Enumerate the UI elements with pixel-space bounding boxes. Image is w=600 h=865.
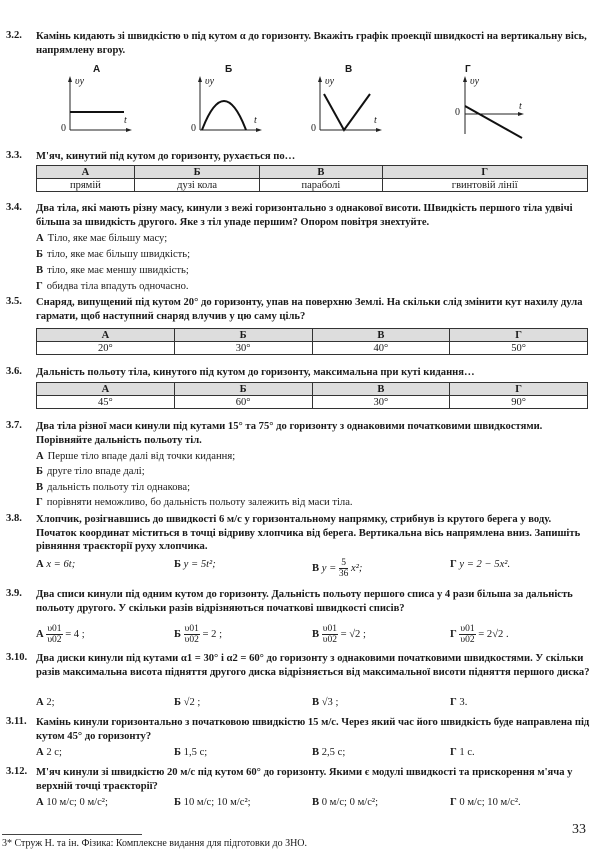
axis-x-label-d: t (519, 101, 522, 112)
option-letter: В (312, 697, 320, 708)
question-text: Два тіла різної маси кинули під кутами 15° та 75° до горизонту з однаковими початковими швидкостями. Порівняйте дальність польоту тіл. (36, 421, 543, 446)
option-letter: Г (450, 559, 457, 570)
option-a (36, 232, 167, 245)
answer-a: прямій (37, 179, 135, 192)
question-3-2 (6, 30, 590, 57)
option-text: порівняти неможливо, бо дальність польоту залежить від маси тіла. (46, 497, 353, 508)
options-3-10 (36, 696, 588, 710)
option-text: тіло, яке має більшу швидкість; (47, 249, 191, 260)
option-text: = 4 ; (65, 628, 85, 640)
question-3-4 (6, 202, 590, 229)
option-letter: В (312, 628, 320, 640)
option-text: 10 м/с; 0 м/с²; (46, 797, 108, 808)
option-text: √3 ; (321, 697, 339, 708)
option-letter: Г (450, 747, 457, 758)
option-letter: Б (36, 466, 44, 477)
option-letter: Б (36, 249, 44, 260)
option-letter: В (312, 747, 320, 758)
denominator: υ02 (184, 635, 199, 645)
option-text: тіло, яке має меншу швидкість; (47, 265, 189, 276)
option-text: обидва тіла впадуть одночасно. (46, 281, 189, 292)
header-c: В (312, 329, 450, 342)
question-text: М'яч кинули зі швидкістю 20 м/с під кутом 60° до горизонту. Якими є модулі швидкості та прискорення м'яча у верхній точці траєкторії? (36, 767, 573, 792)
question-number: 3.8. (6, 513, 22, 524)
origin-label-d: 0 (455, 107, 460, 118)
option-c (312, 624, 450, 645)
axis-x-label-b: t (254, 115, 257, 126)
footer-rule (2, 834, 142, 835)
denominator: 36 (338, 569, 349, 579)
header-b: Б (174, 329, 312, 342)
option-text: x = 6t; (46, 559, 76, 570)
option-letter: А (36, 628, 44, 640)
option-b (36, 248, 190, 261)
option-text: 2 с; (46, 747, 62, 758)
fraction (46, 624, 62, 645)
option-letter: Б (174, 628, 182, 640)
header-b: Б (174, 383, 312, 396)
answer-table-3-5 (36, 328, 588, 355)
header-a: А (37, 383, 175, 396)
options-3-9 (36, 624, 588, 645)
option-text-tail: x²; (351, 562, 363, 574)
option-letter: А (36, 451, 44, 462)
option-letter: Б (174, 797, 182, 808)
axis-y-label-b: υy (205, 76, 215, 87)
question-text: Хлопчик, розігнавшись до швидкості 6 м/с у горизонтальному напрямку, стрибнув із крутого берега у воду. Початок координат міститься в точці відриву хлопчика від берега. Вертикальна вісь напрямлена вниз. Запишіть рівняння траєкторії руху хлопчика. (36, 514, 581, 552)
option-letter: Г (450, 697, 457, 708)
option-c (36, 264, 189, 277)
option-text: y = (321, 562, 337, 574)
option-text: Тіло, яке має більшу масу; (47, 233, 168, 244)
footer-citation: 3* Струж Н. та ін. Фізика: Комплексне видання для підготовки до ЗНО. (2, 838, 308, 849)
header-d: Г (382, 166, 587, 179)
question-number: 3.2. (6, 30, 22, 41)
options-3-12 (36, 796, 588, 810)
answer-c: 40° (312, 342, 450, 355)
question-3-7 (6, 420, 590, 447)
graph-label-d: Г (465, 64, 471, 75)
option-letter: Г (36, 281, 43, 292)
option-text: 1 с. (459, 747, 475, 758)
header-a: А (37, 329, 175, 342)
origin-label-c: 0 (311, 123, 316, 134)
answer-a: 20° (37, 342, 175, 355)
option-a (36, 696, 174, 710)
option-text: √2 ; (183, 697, 201, 708)
question-3-11 (6, 716, 590, 743)
question-number: 3.5. (6, 296, 22, 307)
axis-y-label-a: υy (75, 76, 85, 87)
option-letter: В (312, 562, 320, 574)
answer-b: 30° (174, 342, 312, 355)
numerator: υ01 (47, 624, 62, 634)
option-letter: Б (174, 559, 182, 570)
option-letter: Б (174, 747, 182, 758)
header-d: Г (450, 329, 588, 342)
question-number: 3.11. (6, 716, 27, 727)
option-letter: В (312, 797, 320, 808)
header-d: Г (450, 383, 588, 396)
option-text: 0 м/с; 10 м/с². (459, 797, 521, 808)
answer-d: гвинтовій лінії (382, 179, 587, 192)
answer-b: дузі кола (134, 179, 259, 192)
question-number: 3.4. (6, 202, 22, 213)
answer-table-3-6 (36, 382, 588, 409)
question-text: Снаряд, випущений під кутом 20° до горизонту, упав на поверхню Землі. На скільки слід змінити кут нахилу дула гармати, щоб наступний снаряд влучив у цю саму ціль? (36, 297, 583, 322)
option-letter: А (36, 697, 44, 708)
option-c (312, 696, 450, 710)
origin-label-b: 0 (191, 123, 196, 134)
question-text: Два диски кинули під кутами α1 = 30° і α2 = 60° до горизонту з однаковими початковими швидкостями. У скільки разів максимальна висота підняття другого диска відрізняється від максимальної висоти підняття першого диска? (36, 653, 590, 678)
option-b (174, 696, 312, 710)
option-text: y = 2 − 5x². (459, 559, 511, 570)
question-3-10 (6, 652, 590, 679)
answer-a: 45° (37, 396, 175, 409)
answer-c: параболі (260, 179, 382, 192)
page-number: 33 (572, 822, 586, 837)
axis-x-label-a: t (124, 115, 127, 126)
option-text: y = 5t²; (183, 559, 216, 570)
option-text: 2,5 с; (321, 747, 346, 758)
question-text: Камінь кинули горизонтально з початковою швидкістю 15 м/с. Через який час його швидкість буде направлена під кутом 45° до горизонту? (36, 717, 590, 742)
option-d (36, 496, 353, 509)
option-text: дальність польоту тіл однакова; (47, 482, 191, 493)
question-number: 3.7. (6, 420, 22, 431)
answer-d: 50° (450, 342, 588, 355)
question-text: М'яч, кинутий під кутом до горизонту, рухається по… (36, 151, 296, 162)
question-number: 3.12. (6, 766, 28, 777)
option-d (450, 696, 588, 710)
option-letter: А (36, 797, 44, 808)
option-text: = 2 ; (202, 628, 223, 640)
option-a (36, 746, 174, 760)
numerator: υ01 (184, 624, 199, 634)
option-text: 2; (46, 697, 55, 708)
graph-label-a: А (93, 64, 101, 75)
answer-d: 90° (450, 396, 588, 409)
velocity-graph-a (60, 76, 140, 136)
question-number: 3.6. (6, 366, 22, 377)
option-c (312, 558, 450, 579)
option-letter: Г (450, 797, 457, 808)
question-3-3 (6, 150, 590, 164)
option-b (36, 465, 145, 478)
fraction (184, 624, 200, 645)
numerator: υ01 (460, 624, 475, 634)
options-3-8 (36, 558, 588, 579)
origin-label-a: 0 (61, 123, 66, 134)
fraction (459, 624, 475, 645)
header-a: А (37, 166, 135, 179)
question-number: 3.9. (6, 588, 22, 599)
denominator: υ02 (47, 635, 62, 645)
answer-table-3-3 (36, 165, 588, 192)
option-letter: В (36, 265, 44, 276)
graph-label-b: Б (225, 64, 233, 75)
header-b: Б (134, 166, 259, 179)
header-c: В (312, 383, 450, 396)
question-text: Два тіла, які мають різну масу, кинули з вежі горизонтально з однакової висоти. Швидкість першого тіла удвічі більша за швидкість другого. Яке з тіл упаде першим? Опором повітря знехтуйте. (36, 203, 573, 228)
option-b (174, 796, 312, 810)
option-a (36, 558, 174, 579)
option-text: 1,5 с; (183, 747, 208, 758)
question-text: Камінь кидають зі швидкістю υ під кутом α до горизонту. Вкажіть графік проекції швидкості на вертикальну вісь, напрямлену вгору. (36, 31, 587, 56)
numerator: υ01 (322, 624, 337, 634)
option-text: 0 м/с; 0 м/с²; (321, 797, 379, 808)
option-text: 3. (459, 697, 468, 708)
fraction (322, 624, 338, 645)
option-letter: В (36, 482, 44, 493)
denominator: υ02 (322, 635, 337, 645)
graph-label-c: В (345, 64, 353, 75)
question-3-12 (6, 766, 590, 793)
question-text: Дальність польоту тіла, кинутого під кутом до горизонту, максимальна при куті кидання… (36, 367, 475, 378)
denominator: υ02 (460, 635, 475, 645)
option-d (36, 280, 189, 293)
option-b (174, 746, 312, 760)
option-d (450, 558, 588, 579)
option-text: Перше тіло впаде далі від точки кидання; (47, 451, 236, 462)
option-text: = √2 ; (340, 628, 366, 640)
option-d (450, 796, 588, 810)
option-letter: Г (450, 628, 457, 640)
axis-y-label-d: υy (470, 76, 480, 87)
velocity-graph-b (190, 76, 270, 136)
header-c: В (260, 166, 382, 179)
answer-b: 60° (174, 396, 312, 409)
axis-y-label-c: υy (325, 76, 335, 87)
question-3-5 (6, 296, 590, 323)
option-text: = 2√2 . (478, 628, 509, 640)
option-a (36, 450, 235, 463)
question-3-6 (6, 366, 590, 380)
question-text: Два списи кинули під одним кутом до горизонту. Дальність польоту першого списа у 4 рази більша за дальність польоту другого. У скільки разів відрізняються початкові швидкості списів? (36, 589, 573, 614)
axis-x-label-c: t (374, 115, 377, 126)
options-3-11 (36, 746, 588, 760)
option-text: друге тіло впаде далі; (47, 466, 145, 477)
option-c (36, 481, 190, 494)
question-3-8 (6, 513, 590, 554)
answer-c: 30° (312, 396, 450, 409)
numerator: 5 (339, 558, 349, 569)
option-d (450, 746, 588, 760)
option-letter: А (36, 233, 44, 244)
question-3-9 (6, 588, 590, 615)
question-number: 3.10. (6, 652, 28, 663)
option-text: 10 м/с; 10 м/с²; (183, 797, 251, 808)
option-letter: А (36, 747, 44, 758)
velocity-graph-c (310, 76, 390, 136)
option-b (174, 558, 312, 579)
option-d (450, 624, 588, 645)
option-letter: Б (174, 697, 182, 708)
option-letter: А (36, 559, 44, 570)
option-a (36, 624, 174, 645)
option-letter: Г (36, 497, 43, 508)
option-c (312, 746, 450, 760)
option-c (312, 796, 450, 810)
question-number: 3.3. (6, 150, 22, 161)
option-b (174, 624, 312, 645)
fraction (339, 558, 349, 579)
option-a (36, 796, 174, 810)
